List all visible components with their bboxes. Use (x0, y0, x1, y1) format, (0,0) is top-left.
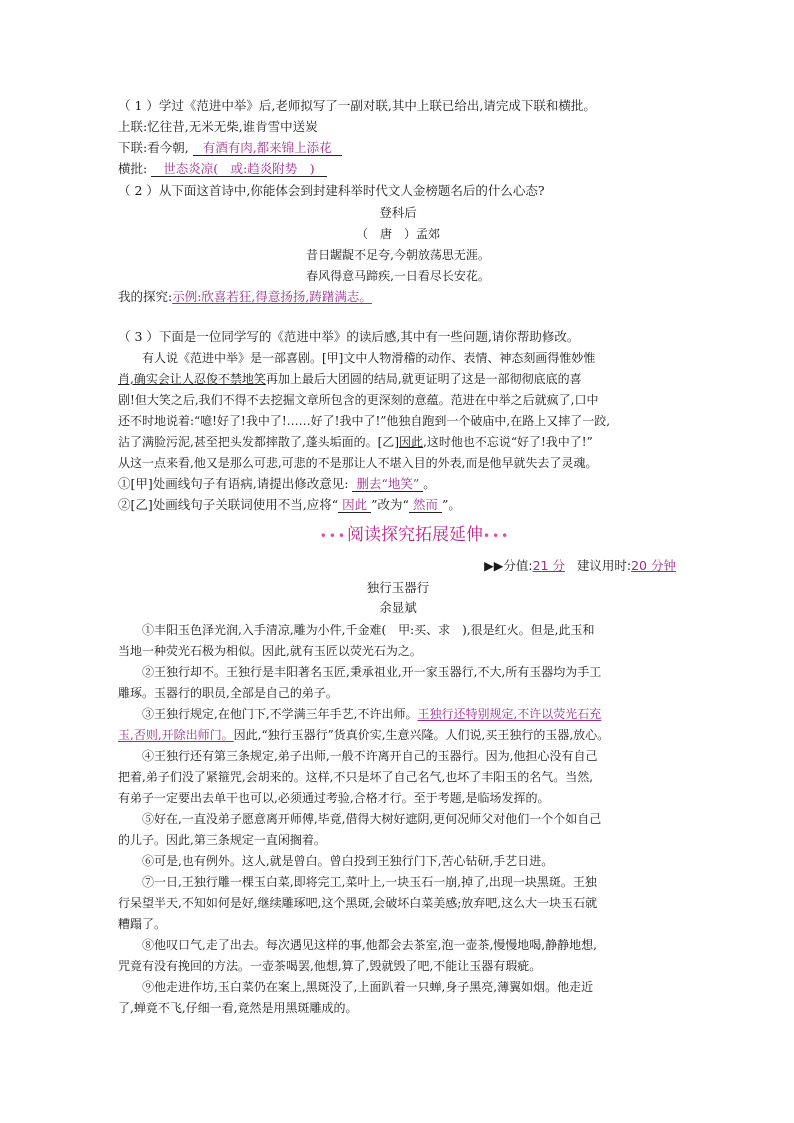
poem-title: 登科后 (379, 205, 417, 220)
story-p9-line-1: ⑨他走进作坊,玉白菜仍在案上,黑斑没了,上面趴着一只蝉,身子黑亮,薄翼如烟。他走近 (142, 980, 594, 994)
story-p3-underlined-2: 玉,否则,开除出师门。 (118, 728, 234, 742)
q1-banner-label: 横批: (118, 161, 148, 176)
q1-upper-text: 忆往昔,无米无柴,谁肯雪中送炭 (147, 119, 318, 134)
q3-para-line-1: 有人说《范进中举》是一部喜剧。[甲]文中人物滑稽的动作、表情、神态刻画得惟妙惟 (142, 351, 596, 365)
q3-sentence-yi: 因此 (399, 435, 424, 449)
q3-question: （ 3 ）下面是一位同学写的《范进中举》的读后感,其中有一些问题,请你帮助修改。 (118, 329, 580, 344)
q2-explore-answer: 示例:欣喜若狂,得意扬扬,踌躇满志。 (172, 289, 372, 304)
story-p9-line-2: 了,蝉竟不飞,仔细一看,竟然是用黑斑雕成的。 (118, 1001, 358, 1015)
q1-lower-answer: 有酒有肉,都来锦上添花 (193, 140, 342, 156)
q3-fix2-mid: ”改为“ (371, 497, 409, 512)
story-p4-line-3: 有弟子一定要出去单干也可以,必须通过考验,合格才行。至于考题,是临场发挥的。 (118, 791, 550, 805)
q3-para-line-2 (118, 369, 678, 389)
q3-fix1-answer: 删去“地笑” (352, 476, 423, 492)
story-p4-line-2: 把着,弟子们没了紧箍咒,会胡来的。这样,不只是坏了自己名气,也坏了丰阳玉的名气。当然, (118, 770, 594, 784)
poem-line-2: 春风得意马蹄疾,一日看尽长安花。 (306, 269, 490, 283)
time-label: 建议用时: (576, 558, 632, 573)
q3-sentence-jia: 肖,确实会让人忍俊不禁地笑 (118, 372, 266, 386)
q2-exploration (118, 287, 678, 307)
story-author: 余显斌 (379, 600, 417, 615)
section-banner (300, 522, 530, 548)
story-p2-line-1: ②王独行却不。王独行是丰阳著名玉匠,秉承祖业,开一家玉器行,不大,所有玉器均为手工 (142, 665, 602, 679)
story-p3-line-2 (118, 725, 678, 745)
story-p7-line-1: ⑦一日,王独行雕一棵玉白菜,即将完工,菜叶上,一块玉石一崩,掉了,出现一块黑斑。王独 (142, 875, 597, 889)
poem-line-1: 昔日龌龊不足夸,今朝放荡思无涯。 (306, 248, 490, 262)
q1-question: （ 1 ）学过《范进中举》后,老师拟写了一副对联,其中上联已给出,请完成下联和横批。 (118, 98, 596, 113)
poem-author: （ 唐 ）孟郊 (355, 227, 440, 241)
story-p1-line-2: 当地一种荧光石极为相似。因此,就有玉匠以荧光石为之。 (118, 644, 422, 658)
story-p8-line-1: ⑧他叹口气,走了出去。每次遇见这样的事,他都会去茶室,泡一壶茶,慢慢地喝,静静地想, (142, 938, 597, 952)
banner-dots-left: ••• (319, 529, 347, 543)
story-p3-line-1 (118, 704, 678, 724)
story-p5-line-2: 的儿子。因此,第三条规定一直闲搁着。 (118, 833, 326, 847)
q3-para-line-5 (118, 432, 678, 452)
story-p6: ⑥可是,也有例外。这人,就是曾白。曾白投到王独行门下,苦心钻研,手艺日进。 (142, 854, 554, 868)
banner-dots-right: ••• (483, 529, 511, 543)
section-title: 阅读探究拓展延伸 (347, 525, 483, 545)
story-p3-plain: ③王独行规定,在他门下,不学满三年手艺,不许出师。 (142, 707, 418, 721)
story-p7-line-3: 糟蹋了。 (118, 917, 167, 931)
q3-para-line-3: 剧!但大笑之后,我们不得不去挖掘文章所包含的更深刻的意蕴。范进在中举之后就疯了,口中 (118, 393, 599, 407)
q3-fix2-suffix: ”。 (441, 497, 461, 512)
time-value: 20 分钟 (631, 558, 676, 573)
q3-para-line-4: 还不时地说着:“噫!好了!我中了!……好了!我中了!”他独自跑到一个破庙中,在路上又摔了一跤, (118, 414, 611, 428)
q1-upper-couplet (118, 117, 678, 137)
q3-para-line-5-b: ,这时他也不忘说“好了!我中了!” (423, 435, 593, 449)
q3-fix-2 (118, 495, 678, 515)
q3-para-line-6: 从这一点来看,他又是那么可悲,可悲的不是那让人不堪入目的外表,而是他早就失去了灵魂。 (118, 456, 598, 470)
story-p2-line-2: 雕琢。玉器行的职员,全部是自己的弟子。 (118, 686, 338, 700)
q3-fix1-prefix: ①[甲]处画线句子有语病,请提出修改意见: (118, 476, 349, 491)
score-value: 21 分 (532, 558, 565, 573)
story-title: 独行玉器行 (366, 580, 430, 595)
story-p7-line-2: 行呆望半天,不知如何是好,继续雕琢吧,这个黑斑,会破坏白菜美感;放弃吧,这么大一块玉石就 (118, 896, 598, 910)
q3-fix-1 (118, 474, 678, 494)
q3-fix2-prefix: ②[乙]处画线句子关联词使用不当,应将“ (118, 497, 339, 512)
score-label: ▶▶分值: (484, 558, 533, 573)
q1-upper-label: 上联: (118, 119, 148, 134)
story-p8-line-2: 咒竟有没有挽回的方法。一壶茶喝罢,他想,算了,毁就毁了吧,不能让玉器有瑕疵。 (118, 959, 542, 973)
score-info (484, 557, 676, 575)
story-p3-underlined-1: 王独行还特别规定,不许以荧光石充 (417, 707, 602, 721)
q1-lower-label: 下联: (118, 140, 148, 155)
q2-question: （ 2 ）从下面这首诗中,你能体会到封建科举时代文人金榜题名后的什么心态? (118, 183, 545, 198)
q3-para-line-5-a: 沾了满脸污泥,甚至把头发都摔散了,蓬头垢面的。[乙] (118, 435, 399, 449)
story-p4-line-1: ④王独行还有第三条规定,弟子出师,一般不许离开自己的玉器行。因为,他担心没有自己 (142, 749, 598, 763)
q1-banner (118, 159, 678, 179)
q2-explore-label: 我的探究: (118, 289, 173, 304)
q1-banner-answer: 世态炎凉( 或:趋炎附势 ) (151, 161, 326, 177)
story-p3-rest: 因此,“独行玉器行”货真价实,生意兴隆。人们说,买王独行的玉器,放心。 (233, 728, 610, 742)
q3-fix1-suffix: 。 (423, 476, 436, 491)
q3-fix2-answer-1: 因此 (338, 497, 371, 513)
q1-lower-prefix: 看今朝, (147, 140, 189, 155)
story-p1-line-1: ①丰阳玉色泽光润,入手清凉,雕为小件,千金难( 甲:买、求 ),很是红火。但是,此玉和 (142, 623, 595, 637)
q3-para-line-2-rest: 再加上最后大团圆的结局,就更证明了这是一部彻彻底底的喜 (265, 372, 582, 386)
q1-lower-couplet (118, 138, 678, 158)
q3-fix2-answer-2: 然而 (409, 497, 442, 513)
story-p5-line-1: ⑤好在,一直没弟子愿意离开师傅,毕竟,借得大树好遮阴,更何况师父对他们一个个如自己 (142, 812, 602, 826)
